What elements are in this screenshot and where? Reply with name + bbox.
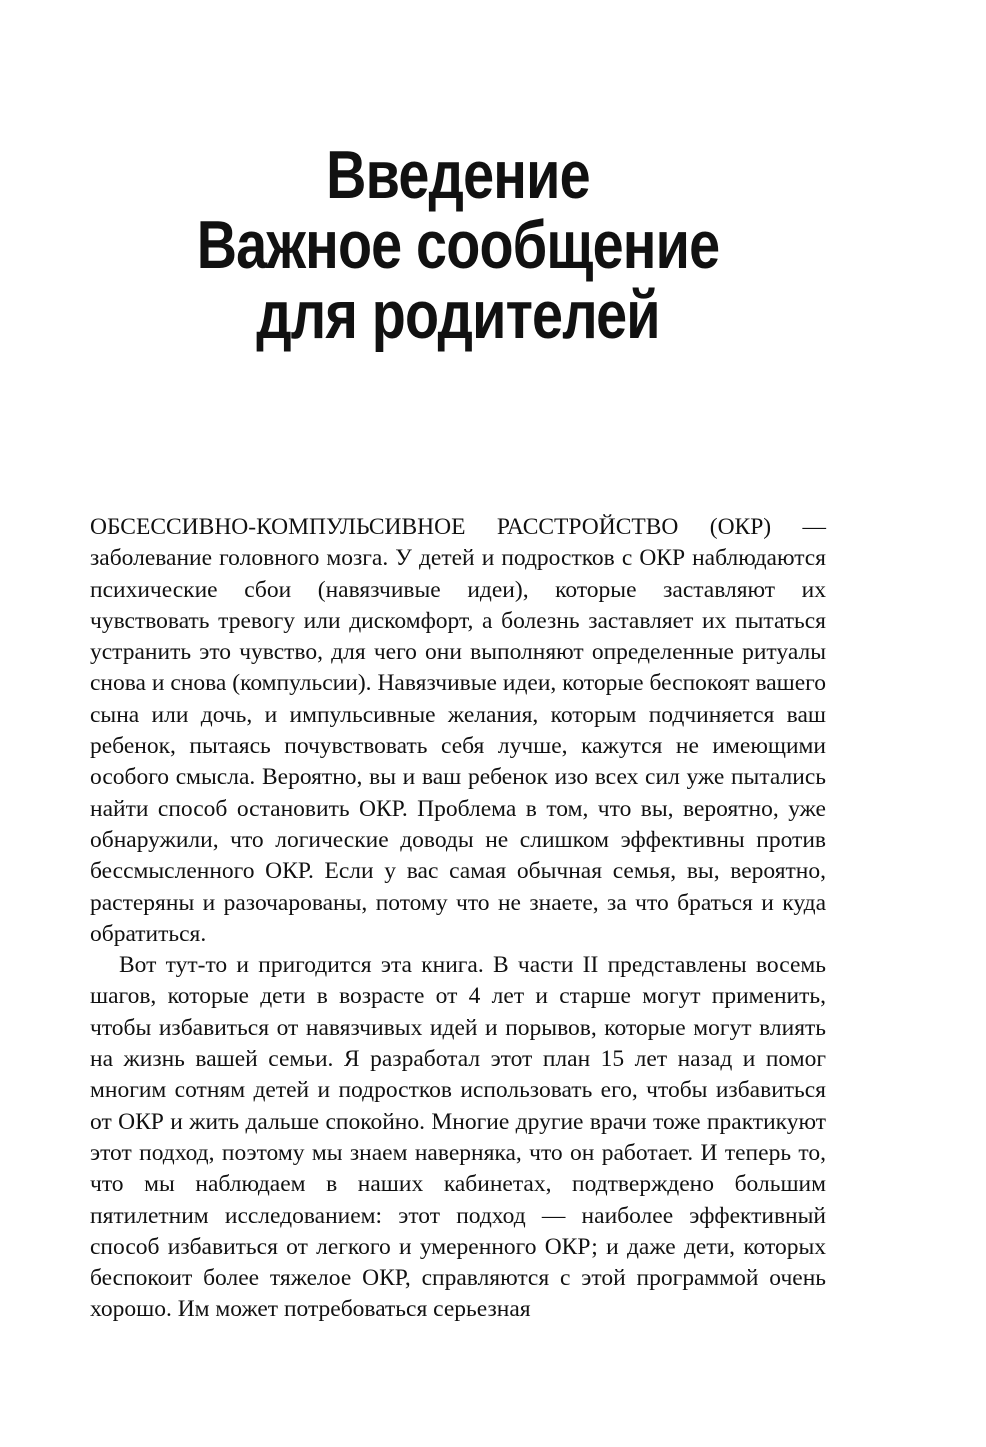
paragraph-1-text: — заболевание головного мозга. У детей и подростков с ОКР наблюдаются психические сбои (навязчивые идеи), которые заставляют их чувствовать тревогу или дискомфорт, а болезнь заставляет их пытаться устранить это чувство, для чего они выполняют определенные ритуалы снова и снова (компульсии). Навязчивые идеи, которые беспокоят вашего сына или дочь, и импульсивные желания, которым подчиняется ваш ребенок, пытаясь почувствовать себя лучше, кажутся не имеющими особого смысла. Вероятно, вы и ваш ребенок изо всех сил уже пытались найти способ остановить ОКР. Проблема в том, что вы, вероятно, уже обнаружили, что логические доводы не слишком эффективны против бессмысленного ОКР. Если у вас самая обычная семья, вы, вероятно, растеряны и разочарованы, потому что не знаете, за что браться и куда обратиться. xyxy=(90,514,826,947)
paragraph-1 xyxy=(90,512,826,950)
chapter-title-line-3: для родителей xyxy=(256,277,660,353)
chapter-title-line-2: Важное сообщение xyxy=(196,207,720,283)
chapter-title xyxy=(82,137,833,353)
body-text xyxy=(90,512,826,1326)
chapter-title-line-1: Введение xyxy=(326,137,590,213)
paragraph-2: Вот тут-то и пригодится эта книга. В части II представлены восемь шагов, которые дети в возрасте от 4 лет и старше могут применить, чтобы избавиться от навязчивых идей и порывов, которые могут влиять на жизнь вашей семьи. Я разработал этот план 15 лет назад и помог многим сотням детей и подростков использовать его, чтобы избавиться от ОКР и жить дальше спокойно. Многие другие врачи тоже практикуют этот подход, поэтому мы знаем наверняка, что он работает. И теперь то, что мы наблюдаем в наших кабинетах, подтверждено большим пятилетним исследованием: этот подход — наиболее эффективный способ избавиться от легкого и умеренного ОКР; и даже дети, которых беспокоит более тяжелое ОКР, справляются с этой программой очень хорошо. Им может потребоваться серьезная xyxy=(90,952,826,1323)
paragraph-1-lead: ОБСЕССИВНО-КОМПУЛЬСИВНОЕ РАССТРОЙСТВО (ОКР) xyxy=(90,514,772,540)
